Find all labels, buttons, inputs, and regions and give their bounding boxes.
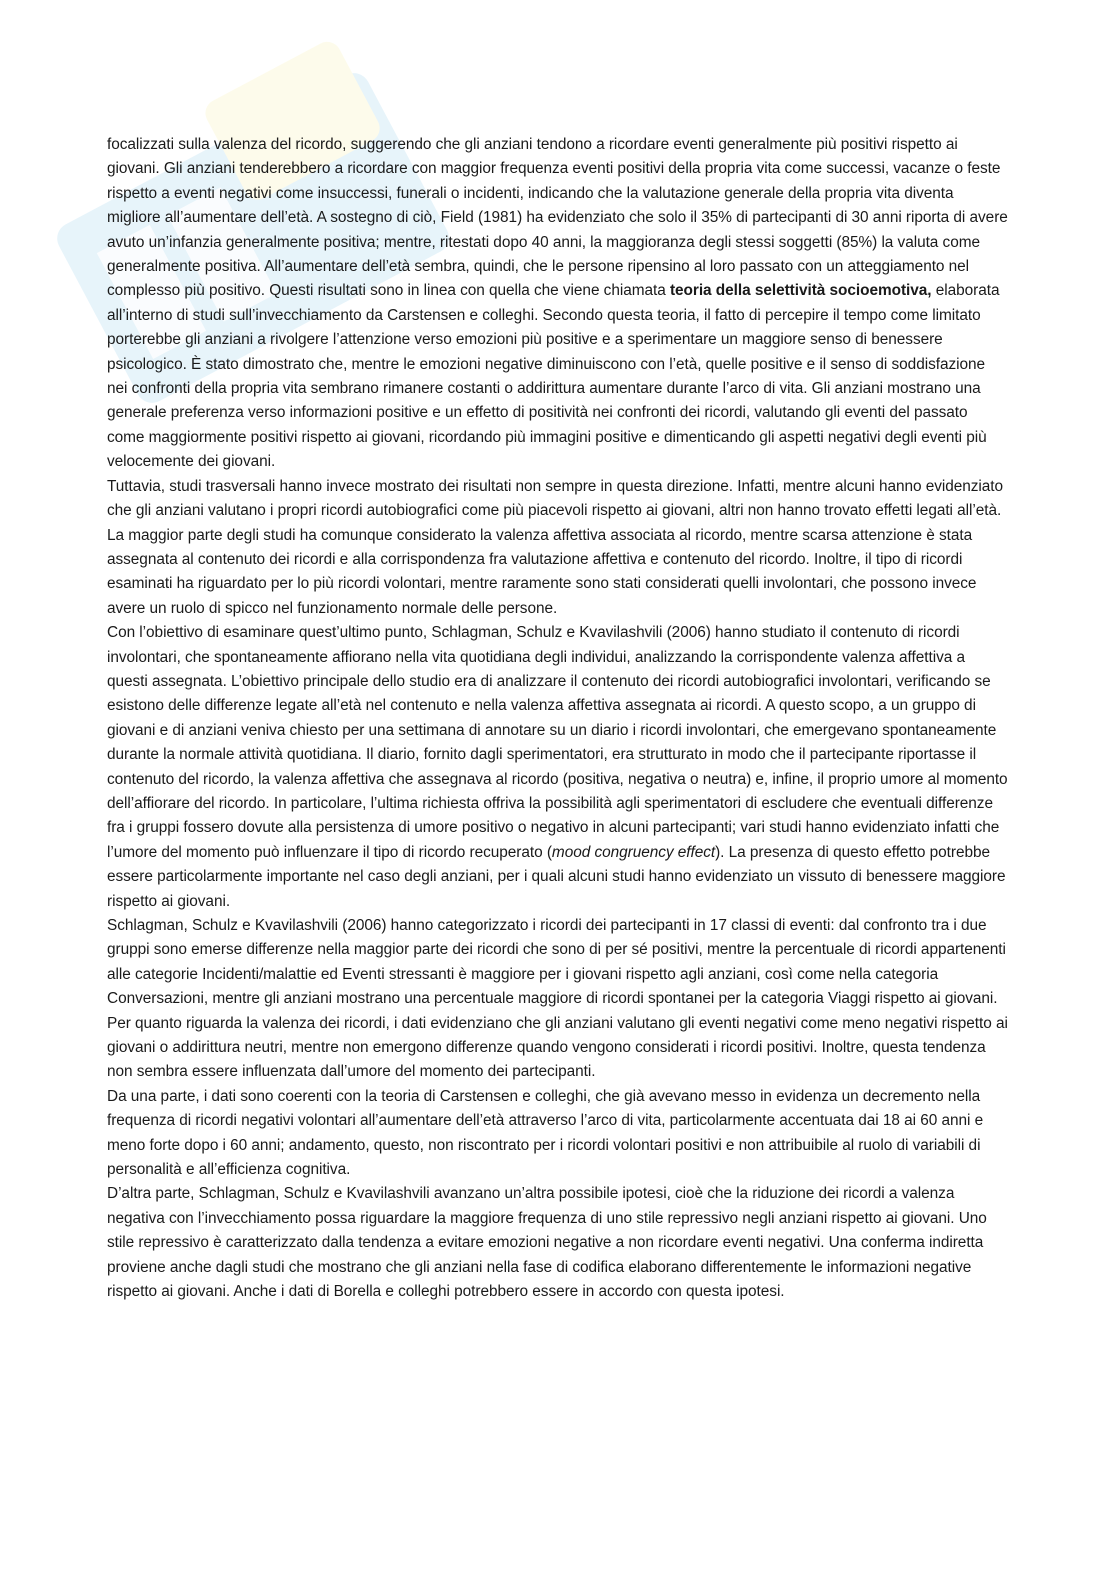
paragraph-1-bold-term: teoria della selettività socioemotiva,: [669, 282, 932, 300]
paragraph-3-text-a: Con l’obiettivo di esaminare quest’ultimo punto, Schlagman, Schulz e Kvavilashvili (2006) hanno studiato il contenuto di ricordi involontari, che spontaneamente affiorano nella vita quotidiana degli individui, analizzando la corrispondente valenza affettiva a questi assegnata. L’obiettivo principale dello studio era di analizzare il contenuto dei ricordi autobiografici involontari, verificando se esistono delle differenze legate all’età nel contenuto e nella valenza affettiva assegnata ai ricordi. A questo scopo, a un gruppo di giovani e di anziani veniva chiesto per una settimana di annotare su un diario i ricordi involontari, che emergevano spontaneamente durante la normale attività quotidiana. Il diario, fornito dagli sperimentatori, era strutturato in modo che il partecipante riportasse il contenuto del ricordo, la valenza affettiva che assegnava al ricordo (positiva, negativa o neutra) e, infine, il proprio umore al momento dell’affiorare del ricordo. In particolare, l’ultima richiesta offriva la possibilità agli sperimentatori di escludere che eventuali differenze fra i gruppi fossero dovute alla persistenza di umore positivo o negativo in alcuni partecipanti; vari studi hanno evidenziato infatti che l’umore del momento può influenzare il tipo di ricordo recuperato (: [107, 624, 1008, 861]
paragraph-4-text: Schlagman, Schulz e Kvavilashvili (2006) hanno categorizzato i ricordi dei partecipanti in 17 classi di eventi: dal confronto tra i due gruppi sono emerse differenze nella maggior parte dei ricordi che sono di per sé positivi, mentre la percentuale di ricordi appartenenti alle categorie Incidenti/malattie ed Eventi stressanti è maggiore per i giovani rispetto agli anziani, così come nella categoria Conversazioni, mentre gli anziani mostrano una percentuale maggiore di ricordi spontanei per la categoria Viaggi rispetto ai giovani. Per quanto riguarda la valenza dei ricordi, i dati evidenziano che gli anziani valutano gli eventi negativi come meno negativi rispetto ai giovani o addirittura neutri, mentre non emergono differenze quando vengono considerati i ricordi positivi. Inoltre, questa tendenza non sembra essere influenzata dall’umore del momento dei partecipanti.: [107, 917, 1008, 1081]
paragraph-6: [107, 1182, 1009, 1304]
paragraph-6-text: D’altra parte, Schlagman, Schulz e Kvavilashvili avanzano un’altra possibile ipotesi, cioè che la riduzione dei ricordi a valenza negativa con l’invecchiamento possa riguardare la maggiore frequenza di uno stile repressivo negli anziani rispetto ai giovani. Uno stile repressivo è caratterizzato dalla tendenza a evitare emozioni negative a non ricordare eventi negativi. Una conferma indiretta proviene anche dagli studi che mostrano che gli anziani nella fase di codifica elaborano differentemente le informazioni negative rispetto ai giovani. Anche i dati di Borella e colleghi potrebbero essere in accordo con questa ipotesi.: [107, 1185, 987, 1301]
paragraph-5: [107, 1085, 1009, 1183]
paragraph-2-text: Tuttavia, studi trasversali hanno invece mostrato dei risultati non sempre in questa direzione. Infatti, mentre alcuni hanno evidenziato che gli anziani valutano i propri ricordi autobiografici come più piacevoli rispetto ai giovani, altri non hanno trovato effetti legati all’età. La maggior parte degli studi ha comunque considerato la valenza affettiva associata al ricordo, mentre scarsa attenzione è stata assegnata al contenuto dei ricordi e alla corrispondenza fra valutazione affettiva e contenuto del ricordo. Inoltre, il tipo di ricordi esaminati ha riguardato per lo più ricordi volontari, mentre raramente sono stati considerati quelli involontari, che possono invece avere un ruolo di spicco nel funzionamento normale delle persone.: [107, 477, 1004, 617]
paragraph-2: [107, 475, 1009, 621]
paragraph-4: [107, 914, 1009, 1085]
paragraph-3: [107, 621, 1009, 914]
paragraph-1-text-a: focalizzati sulla valenza del ricordo, suggerendo che gli anziani tendono a ricordare eventi generalmente più positivi rispetto ai giovani. Gli anziani tenderebbero a ricordare con maggior frequenza eventi positivi della propria vita come successi, vacanze o feste rispetto a eventi negativi come insuccessi, funerali o incidenti, indicando che la valutazione generale della propria vita diventa migliore all’aumentare dell’età. A sostegno di ciò, Field (1981) ha evidenziato che solo il 35% di partecipanti di 30 anni riporta di avere avuto un’infanzia generalmente positiva; mentre, ritestati dopo 40 anni, la maggioranza degli stessi soggetti (85%) la valuta come generalmente positiva. All’aumentare dell’età sembra, quindi, che le persone ripensino al loro passato con un atteggiamento nel complesso più positivo. Questi risultati sono in linea con quella che viene chiamata: [107, 136, 1008, 300]
paragraph-1-text-c: elaborata all’interno di studi sull’invecchiamento da Carstensen e colleghi. Secondo questa teoria, il fatto di percepire il tempo come limitato porterebbe gli anziani a rivolgere l’attenzione verso emozioni più positive e a sperimentare un maggiore senso di benessere psicologico. È stato dimostrato che, mentre le emozioni negative diminuiscono con l’età, quelle positive e il senso di soddisfazione nei confronti della propria vita sembrano rimanere costanti o addirittura aumentare durante l’arco di vita. Gli anziani mostrano una generale preferenza verso informazioni positive e un effetto di positività nei confronti dei ricordi, valutando gli eventi del passato come maggiormente positivi rispetto ai giovani, ricordando più immagini positive e dimenticando gli aspetti negativi degli eventi più velocemente dei giovani.: [107, 282, 1000, 471]
paragraph-3-italic-term: mood congruency effect: [551, 843, 716, 861]
paragraph-5-text: Da una parte, i dati sono coerenti con la teoria di Carstensen e colleghi, che già avevano messo in evidenza un decremento nella frequenza di ricordi negativi volontari all’aumentare dell’età attraverso l’arco di vita, particolarmente accentuata dai 18 ai 60 anni e meno forte dopo i 60 anni; andamento, questo, non riscontrato per i ricordi volontari positivi e non attribuibile al ruolo di variabili di personalità e all’efficienza cognitiva.: [107, 1087, 984, 1179]
paragraph-1: [107, 133, 1009, 475]
paragraph-3-text-c: ). La presenza di questo effetto potrebbe essere particolarmente importante nel caso degli anziani, per i quali alcuni studi hanno evidenziato un vissuto di benessere maggiore rispetto ai giovani.: [107, 843, 1006, 910]
body-text: [107, 133, 1009, 1305]
